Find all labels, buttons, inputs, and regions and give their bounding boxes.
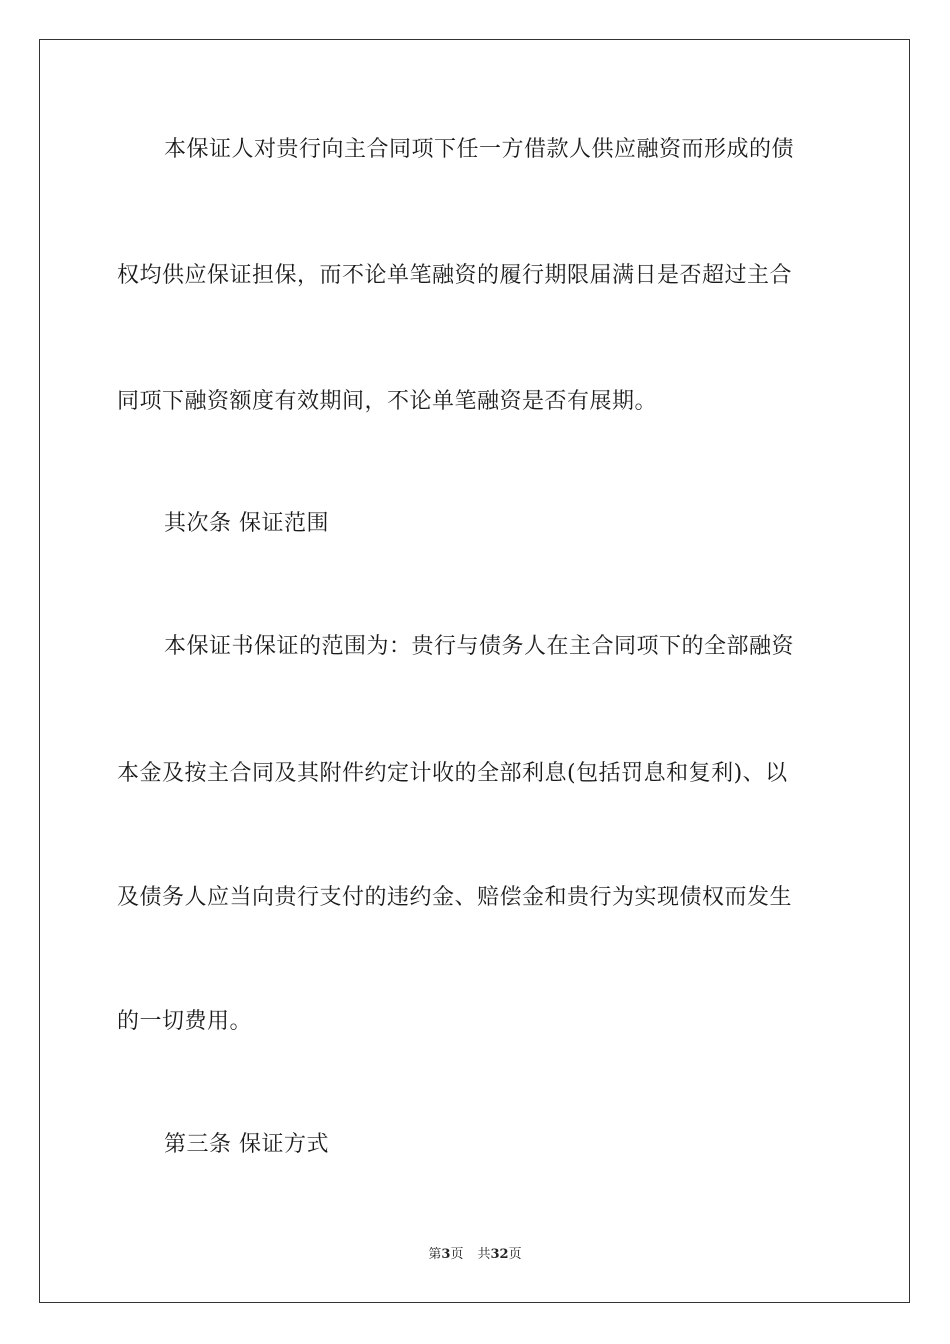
paragraph-line: 的一切费用。	[117, 1009, 253, 1034]
section-heading: 第三条 保证方式	[164, 1132, 329, 1157]
paragraph-line: 权均供应保证担保，而不论单笔融资的履行期限届满日是否超过主合	[117, 263, 793, 288]
total-suffix: 页	[508, 1247, 522, 1262]
page-number: 3	[441, 1247, 451, 1262]
paragraph-line: 及债务人应当向贵行支付的违约金、赔偿金和贵行为实现债权而发生	[117, 885, 793, 910]
paragraph-line: 本保证人对贵行向主合同项下任一方借款人供应融资而形成的债	[164, 137, 795, 162]
page-footer	[0, 1246, 950, 1264]
paragraph-line: 本金及按主合同及其附件约定计收的全部利息(包括罚息和复利)、以	[117, 761, 788, 786]
page-prefix: 第	[428, 1247, 442, 1262]
total-prefix: 共	[477, 1247, 491, 1262]
paragraph-line: 本保证书保证的范围为：贵行与债务人在主合同项下的全部融资	[164, 634, 795, 659]
page-border	[39, 39, 910, 1303]
section-heading: 其次条 保证范围	[164, 511, 329, 536]
paragraph-line: 同项下融资额度有效期间，不论单笔融资是否有展期。	[117, 389, 658, 414]
total-pages: 32	[490, 1247, 509, 1262]
page-suffix: 页	[450, 1247, 464, 1262]
